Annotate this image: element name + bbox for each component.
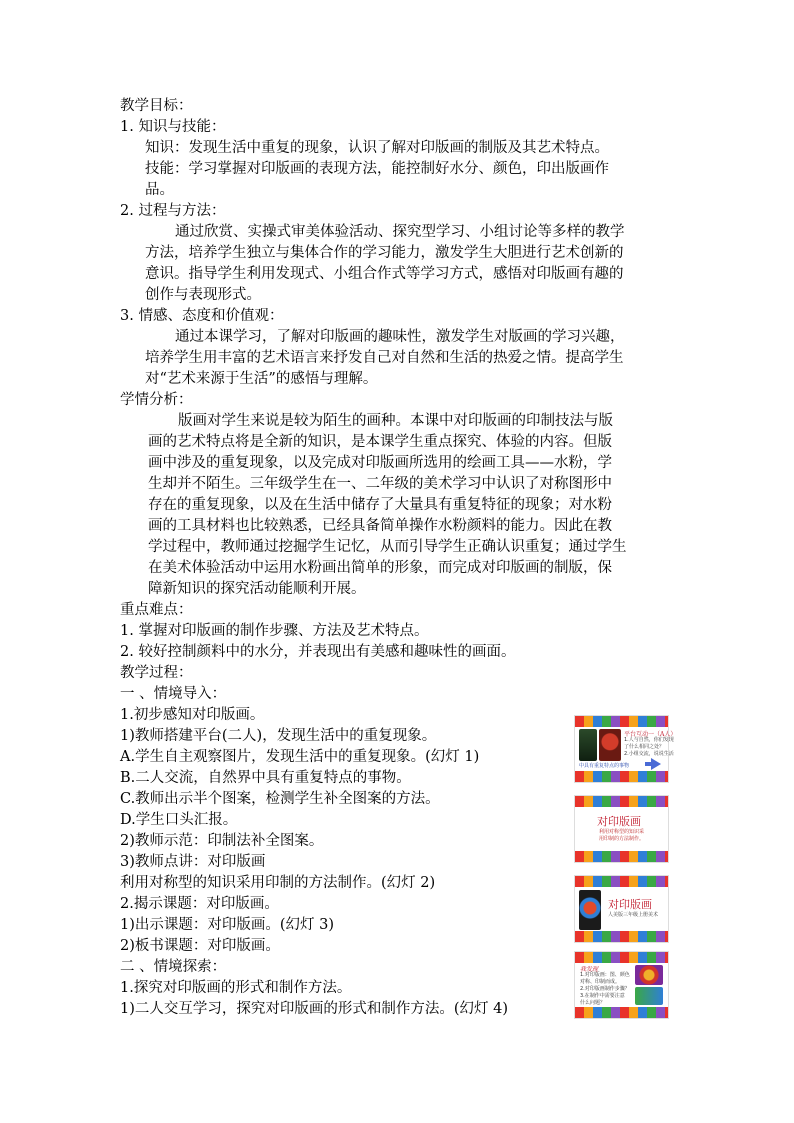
heading-teaching-goals: 教学目标： (120, 98, 193, 114)
analysis-text-3: 画中涉及的重复现象，以及完成对印版画所选用的绘画工具——水粉，学 (148, 455, 612, 471)
process-item: 利用对称型的知识采用印制的方法制作。(幻灯 2) (120, 875, 436, 891)
slide-thumbnail-1 (575, 716, 677, 782)
slide-4-text: 什么问题？ (580, 1000, 606, 1006)
heading-student-analysis: 学情分析： (120, 392, 193, 408)
artwork-icon (579, 890, 601, 930)
slide-1-text: 2.小组交流，说说生活 (624, 751, 674, 757)
slide-3-text: 人美版三年级上册美术 (608, 912, 659, 918)
arrow-icon (645, 758, 661, 770)
slide-border-top (575, 796, 668, 807)
slide-border-top (575, 716, 668, 727)
process-item: A.学生自主观察图片，发现生活中的重复现象。(幻灯 1) (120, 749, 480, 765)
slide-4-text: 3.在制作中需要注意 (580, 993, 625, 999)
goal-1-skill-cont: 品。 (145, 182, 174, 198)
analysis-text-2: 画的艺术特点将是全新的知识，是本课学生重点探究、体验的内容。但版 (148, 434, 612, 450)
goal-2-heading: 2. 过程与方法： (120, 203, 226, 219)
analysis-text-7: 学过程中，教师通过挖掘学生记忆，从而引导学生正确认识重复；通过学生 (148, 539, 627, 555)
slide-2-text: 用印制的方法制作。 (599, 836, 645, 842)
heading-key-points: 重点难点： (120, 602, 193, 618)
analysis-text-5: 存在的重复现象，以及在生活中储存了大量具有重复特征的现象；对水粉 (148, 497, 612, 513)
slide-3-title: 对印版画 (608, 898, 652, 911)
goal-3-text-1: 通过本课学习，了解对印版画的趣味性，激发学生对版画的学习兴趣， (175, 329, 625, 345)
key-point-2: 2. 较好控制颜料中的水分，并表现出有美感和趣味性的画面。 (120, 644, 516, 660)
slide-border-top (575, 876, 668, 887)
analysis-text-6: 画的工具材料也比较熟悉，已经具备简单操作水粉颜料的能力。因此在教 (148, 518, 612, 534)
goal-1-heading: 1. 知识与技能： (120, 119, 226, 135)
process-item: 1)出示课题：对印版画。(幻灯 3) (120, 917, 335, 933)
slide-1-title: 平台互动一（A人） (624, 731, 677, 738)
slide-4-text: 2.对印版画制作步骤？ (580, 986, 630, 992)
slide-border-bottom (575, 931, 668, 942)
analysis-text-1: 版画对学生来说是较为陌生的画种。本课中对印版画的印制技法与版 (178, 413, 613, 429)
heading-teaching-process: 教学过程： (120, 665, 193, 681)
goal-1-skill: 技能：学习掌握对印版画的表现方法，能控制好水分、颜色，印出版画作 (145, 161, 609, 177)
slide-thumbnail-2 (575, 796, 668, 862)
slide-4-text: 1.对印版画：图、颜色 (580, 972, 630, 978)
process-item: 3)教师点讲：对印版画 (120, 854, 266, 870)
slide-border-bottom (575, 851, 668, 862)
slide-1-text: 1.人与自然，你们发现 (624, 737, 674, 743)
process-item: C.教师出示半个图案，检测学生补全图案的方法。 (120, 791, 440, 807)
process-item: 1)二人交互学习，探究对印版画的形式和制作方法。(幻灯 4) (120, 1001, 509, 1017)
process-item: 2)板书课题：对印版画。 (120, 938, 280, 954)
slide-border-top (575, 952, 668, 963)
slide-4-text: 对称、印制而成。 (580, 979, 621, 985)
section-2-heading: 二 、情境探索： (120, 959, 227, 975)
goal-3-text-3: 对“艺术来源于生活”的感悟与理解。 (145, 371, 378, 387)
process-item: 1.探究对印版画的形式和制作方法。 (120, 980, 352, 996)
goal-2-text-4: 创作与表现形式。 (145, 287, 261, 303)
key-point-1: 1. 掌握对印版画的制作步骤、方法及艺术特点。 (120, 623, 429, 639)
goal-3-heading: 3. 情感、态度和价值观： (120, 308, 284, 324)
photo-1 (579, 729, 597, 761)
process-item: D.学生口头汇报。 (120, 812, 238, 828)
slide-thumbnail-3 (575, 876, 668, 942)
goal-1-knowledge: 知识：发现生活中重复的现象，认识了解对印版画的制版及其艺术特点。 (145, 140, 609, 156)
artwork-icon (635, 987, 663, 1005)
photo-2 (599, 729, 621, 761)
analysis-text-4: 生却并不陌生。三年级学生在一、二年级的美术学习中认识了对称图形中 (148, 476, 612, 492)
slide-2-text: 利用对称型的知识采 (599, 829, 645, 835)
goal-2-text-2: 方法，培养学生独立与集体合作的学习能力，激发学生大胆进行艺术创新的 (145, 245, 624, 261)
process-item: B.二人交流，自然界中具有重复特点的事物。 (120, 770, 411, 786)
goal-3-text-2: 培养学生用丰富的艺术语言来抒发自己对自然和生活的热爱之情。提高学生 (145, 350, 624, 366)
process-item: 2)教师示范：印制法补全图案。 (120, 833, 324, 849)
section-1-heading: 一 、情境导入： (120, 686, 227, 702)
goal-2-text-3: 意识。指导学生利用发现式、小组合作式等学习方式，感悟对印版画有趣的 (145, 266, 624, 282)
slide-4-title: 我发现 (580, 966, 599, 973)
goal-2-text-1: 通过欣赏、实操式审美体验活动、探究型学习、小组讨论等多样的教学 (175, 224, 625, 240)
slide-1-text: 了什么相同之处？ (624, 744, 665, 750)
slide-thumbnail-4 (575, 952, 668, 1018)
analysis-text-8: 在美术体验活动中运用水粉画出简单的形象，而完成对印版画的制版，保 (148, 560, 612, 576)
slide-border-bottom (575, 1007, 668, 1018)
process-item: 1.初步感知对印版画。 (120, 707, 265, 723)
slide-2-title: 对印版画 (597, 815, 641, 828)
process-item: 2.揭示课题：对印版画。 (120, 896, 279, 912)
artwork-icon (635, 965, 663, 985)
analysis-text-9: 障新知识的探究活动能顺利开展。 (148, 581, 366, 597)
slide-1-text: 中具有重复特点的事物 (579, 763, 630, 769)
slide-border-bottom (575, 771, 668, 782)
process-item: 1)教师搭建平台(二人)，发现生活中的重复现象。 (120, 728, 437, 744)
